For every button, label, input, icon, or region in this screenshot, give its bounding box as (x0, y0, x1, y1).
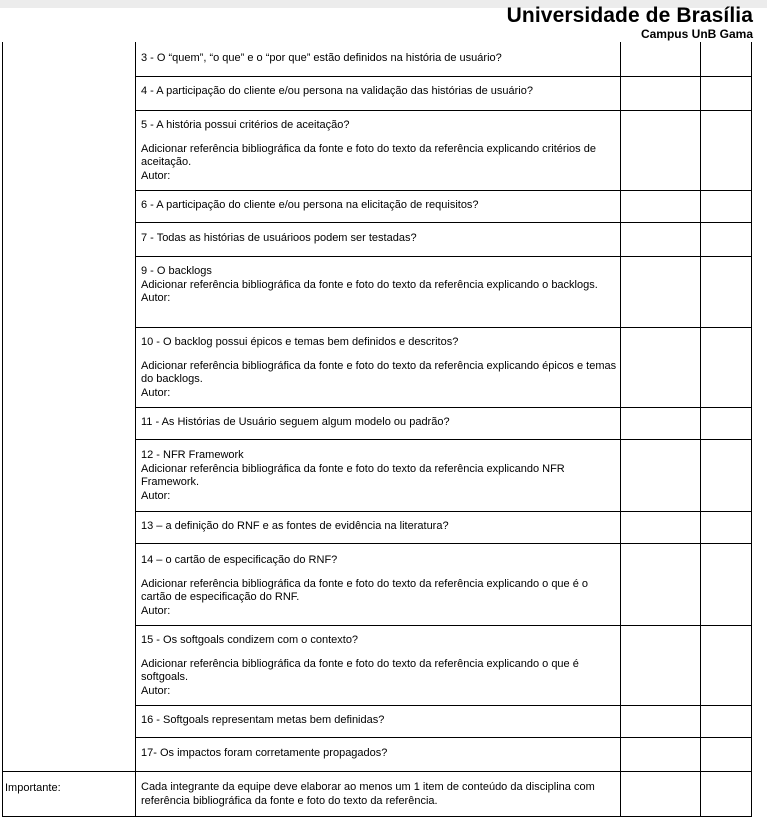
item-title: 14 – o cartão de especificação do RNF? (141, 554, 338, 566)
item-detail: Adicionar referência bibliográfica da fonte e foto do texto da referência explicando o backlogs. (141, 278, 598, 291)
item-title: 10 - O backlog possui épicos e temas bem definidos e descritos? (141, 336, 459, 348)
item-title: 4 - A participação do cliente e/ou persona na validação das histórias de usuário? (141, 85, 533, 97)
checklist-item (141, 416, 619, 430)
item-title: 11 - As Histórias de Usuário seguem algum modelo ou padrão? (141, 416, 450, 428)
checklist-item (141, 199, 619, 213)
campus-subtitle: Campus UnB Gama (640, 27, 753, 41)
row-border (135, 439, 752, 440)
important-text: Cada integrante da equipe deve elaborar ao menos um 1 item de conteúdo da disciplina com referência bibliográfica da fonte e foto do texto da referência. (141, 781, 595, 807)
item-title: 17- Os impactos foram corretamente propagados? (141, 747, 388, 759)
row-border (135, 110, 752, 111)
checklist-item (141, 85, 619, 99)
item-author: Autor: (141, 489, 171, 502)
checklist-item (141, 119, 619, 183)
item-title: 9 - O backlogs (141, 265, 212, 277)
checklist-item (141, 52, 619, 66)
important-label: Importante: (5, 782, 61, 794)
item-detail: Adicionar referência bibliográfica da fonte e foto do texto da referência explicando o que é softgoals. (141, 657, 579, 683)
table-divider-2 (620, 42, 621, 817)
item-author: Autor: (141, 604, 171, 617)
item-title: 6 - A participação do cliente e/ou persona na elicitação de requisitos? (141, 199, 479, 211)
row-border (135, 407, 752, 408)
row-border (135, 222, 752, 223)
item-title: 3 - O “quem”, “o que” e o “por que” estão definidos na história de usuário? (141, 52, 502, 64)
row-border (135, 327, 752, 328)
item-title: 16 - Softgoals representam metas bem definidas? (141, 714, 385, 726)
item-title: 12 - NFR Framework (141, 449, 244, 461)
row-border (135, 625, 752, 626)
item-title: 7 - Todas as histórias de usuárioos podem ser testadas? (141, 232, 417, 244)
item-detail: Adicionar referência bibliográfica da fonte e foto do texto da referência explicando épicos e temas do backlogs. (141, 359, 617, 385)
table-border-bottom (2, 816, 752, 817)
checklist-item (141, 714, 619, 728)
row-border (135, 76, 752, 77)
item-title: 15 - Os softgoals condizem com o contexto? (141, 634, 359, 646)
checklist-item (141, 336, 619, 400)
table-divider-3 (700, 42, 701, 817)
checklist-item (141, 634, 619, 698)
item-title: 5 - A história possui critérios de aceitação? (141, 119, 350, 131)
item-detail: Adicionar referência bibliográfica da fonte e foto do texto da referência explicando critérios de aceitação. (141, 142, 596, 168)
table-border-right (751, 42, 752, 817)
item-author: Autor: (141, 169, 171, 182)
row-border (135, 543, 752, 544)
checklist-item (141, 747, 619, 761)
checklist-item (141, 449, 619, 503)
row-border (135, 511, 752, 512)
table-divider-1 (135, 42, 136, 817)
checklist-item (141, 265, 619, 306)
checklist-item (141, 554, 619, 618)
university-title: Universidade de Brasília (506, 4, 753, 27)
important-note (141, 781, 619, 808)
item-author: Autor: (141, 684, 171, 697)
row-border (135, 190, 752, 191)
item-detail: Adicionar referência bibliográfica da fonte e foto do texto da referência explicando o que é o cartão de especificação do RNF. (141, 577, 589, 603)
table-border-left (2, 42, 3, 817)
row-border (135, 256, 752, 257)
row-border (135, 705, 752, 706)
row-border (2, 771, 752, 772)
item-author: Autor: (141, 292, 171, 304)
item-title: 13 – a definição do RNF e as fontes de evidência na literatura? (141, 520, 449, 532)
checklist-item (141, 520, 619, 534)
item-detail: Adicionar referência bibliográfica da fonte e foto do texto da referência explicando NFR Framework. (141, 462, 565, 488)
item-author: Autor: (141, 386, 171, 399)
row-border (135, 737, 752, 738)
checklist-item (141, 232, 619, 246)
